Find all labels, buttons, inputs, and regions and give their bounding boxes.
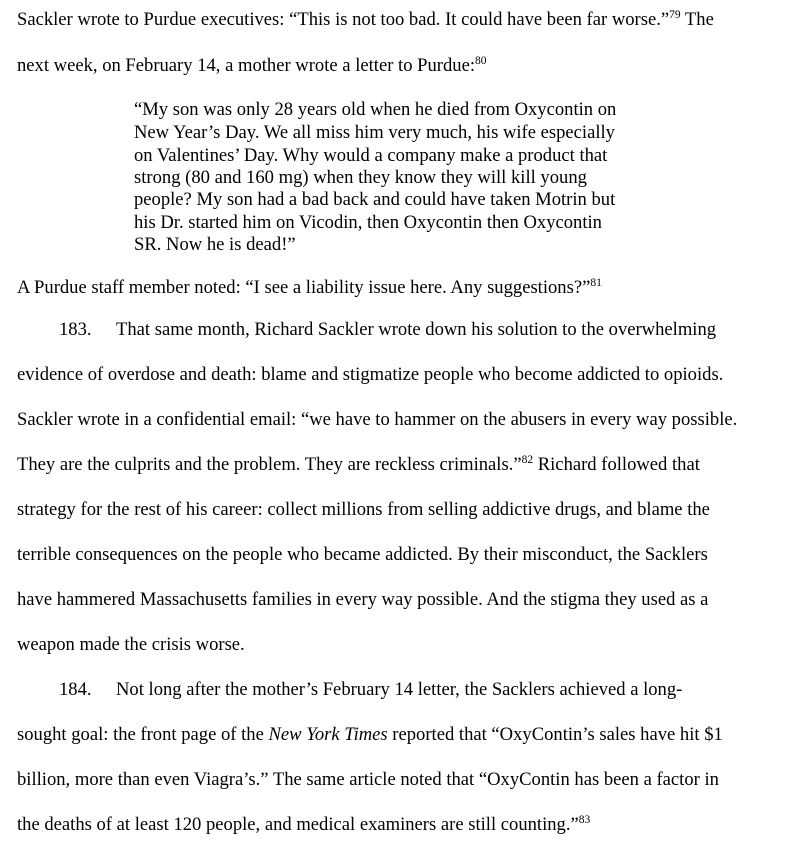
quote-line: on Valentines’ Day. Why would a company make a product that [134,145,608,166]
text: next week, on February 14, a mother wrote a letter to Purdue: [17,55,475,76]
publication-title: New York Times [268,724,388,745]
text-line [17,816,590,835]
text: They are the culprits and the problem. They are reckless criminals.” [17,454,522,475]
text-line [17,11,714,30]
text: Richard followed that [533,454,700,475]
quote-line: SR. Now he is dead!” [134,234,296,255]
text-line [17,456,700,475]
text-line [17,57,487,76]
text: reported that “OxyContin’s sales have hit $1 [387,724,723,745]
text-line: weapon made the crisis worse. [17,634,245,655]
paragraph-number: 183. [59,319,92,340]
text-line [17,726,723,745]
footnote-ref[interactable]: 79 [669,9,681,21]
text-line: strategy for the rest of his career: collect millions from selling addictive drugs, and blame the [17,499,710,520]
quote-line: his Dr. started him on Vicodin, then Oxycontin then Oxycontin [134,212,602,233]
text: The [680,9,714,30]
text: sought goal: the front page of the [17,724,269,745]
footnote-ref[interactable]: 80 [475,55,487,67]
text: Not long after the mother’s February 14 letter, the Sacklers achieved a long- [116,679,683,700]
quote-line: people? My son had a bad back and could have taken Motrin but [134,189,616,210]
quote-line: “My son was only 28 years old when he died from Oxycontin on [134,99,617,120]
text: That same month, Richard Sackler wrote down his solution to the overwhelming [116,319,717,340]
text-line: have hammered Massachusetts families in every way possible. And the stigma they used as a [17,589,709,610]
footnote-ref[interactable]: 81 [590,277,602,289]
footnote-ref[interactable]: 83 [578,814,591,826]
text-line: billion, more than even Viagra’s.” The same article noted that “OxyContin has been a factor in [17,769,719,790]
text: Sackler wrote to Purdue executives: “This is not too bad. It could have been far worse.” [17,9,670,30]
footnote-ref[interactable]: 82 [521,454,534,466]
paragraph-184-first-line [0,681,682,700]
quote-line: New Year’s Day. We all miss him very much, his wife especially [134,122,615,143]
text-line: evidence of overdose and death: blame and stigmatize people who become addicted to opioids. [17,364,724,385]
text-line: Sackler wrote in a confidential email: “we have to hammer on the abusers in every way possible. [17,409,738,430]
text-line [17,279,602,298]
quote-line: strong (80 and 160 mg) when they know they will kill young [134,167,587,188]
paragraph-183-first-line [0,321,716,340]
text: the deaths of at least 120 people, and medical examiners are still counting.” [17,814,579,835]
text: A Purdue staff member noted: “I see a liability issue here. Any suggestions?” [17,277,591,298]
text-line: terrible consequences on the people who became addicted. By their misconduct, the Sacklers [17,544,708,565]
paragraph-number: 184. [59,679,92,700]
